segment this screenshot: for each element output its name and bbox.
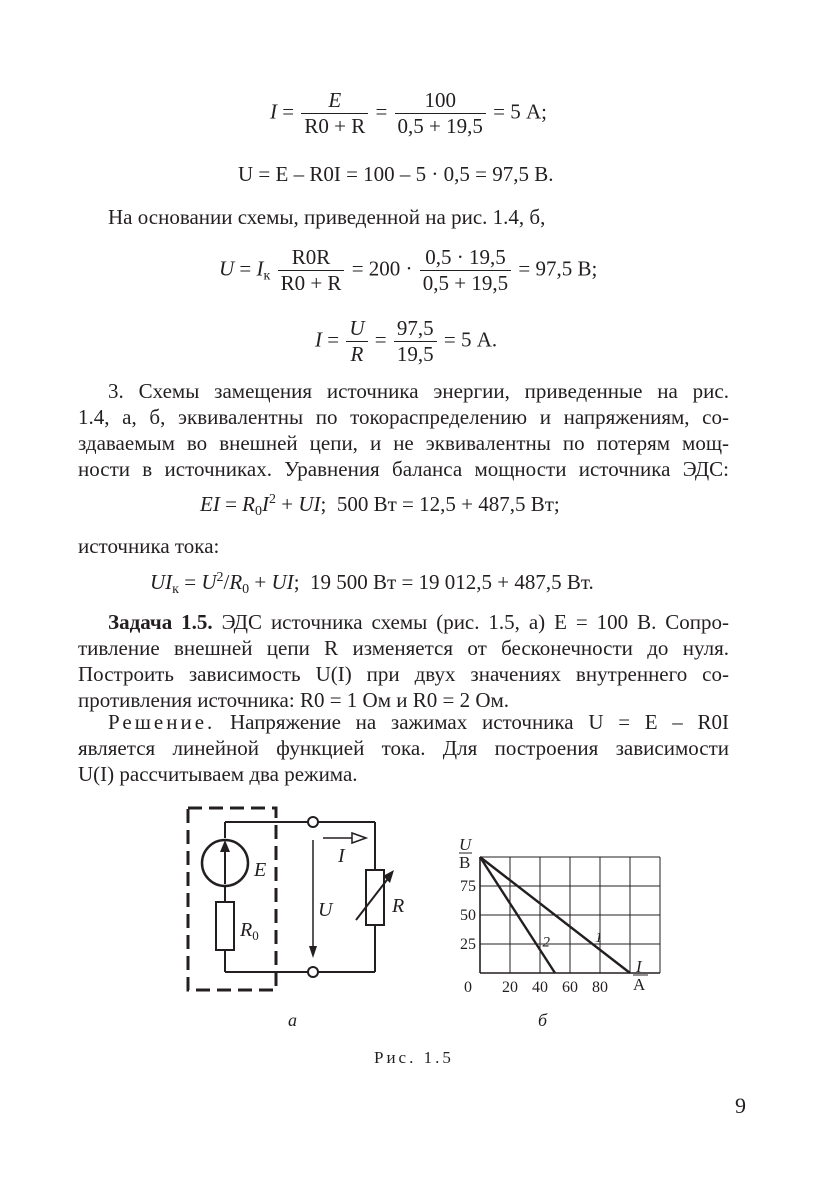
paragraph-current-source: источника тока: (78, 534, 220, 558)
para2-line: ности в источниках. Уравнения баланса мощности источника ЭДС: (78, 457, 729, 481)
para2-line: здаваемым во внешней цепи, и не эквивалентны по потерям мощ- (78, 431, 729, 455)
y-tick-label: 25 (460, 936, 476, 953)
y-tick-label: 50 (460, 907, 476, 924)
x-tick-label: 0 (464, 979, 472, 996)
current-arrow-head (352, 833, 366, 843)
eq4-frac2-num: 97,5 (394, 316, 437, 342)
equation-current: I = $\frac{E}{R0 + R}$ = $\frac{100}{0,5 + 19,5}$ = 5 А; (270, 88, 547, 138)
eq4-frac2-den: 19,5 (396, 342, 434, 366)
u-i-chart (447, 832, 677, 1012)
load-label: R (392, 895, 405, 917)
eq3-frac1-num: R0R (278, 245, 345, 271)
equation-voltage-current-source: $U = I_к$ $\frac{R0R}{R0 + R}$ = 200 · $\frac{0,5 \cdot 19,5}{0,5 + 19,5}$ = 97,5 В; (219, 245, 598, 295)
eq1-frac1-num: E (328, 88, 342, 112)
chart-grid (480, 857, 660, 973)
load-resistor (366, 870, 384, 925)
para2-line: 3. Схемы замещения источника энергии, приведенные на рис. (108, 379, 729, 403)
eq1-fraction-1 (301, 88, 368, 139)
eq1-frac1-den: R0 + R (304, 114, 366, 138)
eq1-frac2-num: 100 (395, 88, 486, 114)
eq6-text: 19 500 Вт = 19 012,5 + 487,5 Вт. (310, 570, 594, 594)
eq4-frac1-num: U (349, 316, 365, 340)
sublabel-b: б (538, 1010, 548, 1030)
voltage-arrow-head (309, 946, 317, 958)
eq4-fraction-2 (394, 316, 437, 367)
eq4-result: = 5 А. (443, 327, 498, 352)
eq3-fraction-2 (420, 245, 511, 296)
series-label-1: 1 (595, 929, 603, 946)
task-line: противления источника: R0 = 1 Ом и R0 = 2 Ом. (78, 688, 510, 712)
x-tick-label: 20 (502, 979, 518, 996)
eq1-fraction-2 (395, 88, 486, 139)
eq3-mid: = 200 · (351, 256, 413, 281)
eq1-lhs: I (270, 99, 277, 124)
task-line: тивление внешней цепи R изменяется от бесконечности до нуля. (78, 636, 729, 660)
equation-current-2: I = $\frac{U}{R}$ = $\frac{97,5}{19,5}$ = 5 А. (315, 316, 498, 366)
r0-resistor (216, 902, 234, 950)
source-dashed-box (188, 808, 276, 990)
para2-line: 1.4, а, б, эквивалентны по токораспределению и напряжениям, со- (78, 405, 729, 429)
eq1-frac2-den: 0,5 + 19,5 (397, 114, 483, 138)
eq5-text: 500 Вт = 12,5 + 487,5 Вт; (336, 492, 560, 516)
eq3-fraction-1 (278, 245, 345, 296)
eq3-frac2-num: 0,5 · 19,5 (420, 245, 511, 271)
y-axis-label-unit: В (459, 853, 471, 872)
terminal-bottom (308, 967, 318, 977)
voltage-label: U (318, 899, 333, 921)
figure-caption: Рис. 1.5 (374, 1048, 454, 1067)
terminal-top (308, 817, 318, 827)
current-label: I (338, 845, 345, 867)
eq3-result: = 97,5 В; (518, 256, 598, 281)
y-axis-label-symbol: U (459, 835, 472, 854)
eq3-frac2-den: 0,5 + 19,5 (422, 271, 509, 295)
solution-line (108, 708, 729, 737)
task-line-text: ЭДС источника схемы (рис. 1.5, а) E = 100 В. Сопро- (221, 610, 729, 634)
series-label-2: 2 (542, 934, 550, 951)
solution-line-text: Напряжение на зажимах источника U = E – R0I (229, 710, 730, 734)
paragraph-scheme-reference: На основании схемы, приведенной на рис. 1.4, б, (108, 205, 546, 229)
solution-label: Решение. (108, 710, 216, 734)
eq3-frac1-den: R0 + R (280, 271, 342, 295)
eq4-fraction-1 (346, 316, 367, 367)
equation-power-balance-emf: EI = $R_0I^2$ + UI; 500 Вт = 12,5 + 487,5 Вт; (200, 492, 560, 519)
x-axis-label-unit: А (633, 975, 646, 994)
x-tick-label: 40 (532, 979, 548, 996)
x-tick-label: 60 (562, 979, 578, 996)
task-line: Построить зависимость U(I) при двух значениях внутреннего со- (78, 662, 729, 686)
equation-power-balance-current: $UI_к = U^2/R_0$ + UI; 19 500 Вт = 19 012,5 + 487,5 Вт. (150, 570, 594, 597)
eq1-result: = 5 А; (493, 99, 547, 124)
task-title: Задача 1.5. (108, 610, 213, 634)
equation-voltage: U = E – R0I = 100 – 5 · 0,5 = 97,5 В. (238, 162, 554, 186)
r0-label: $R_0$ (240, 919, 259, 943)
solution-line: является линейной функцией тока. Для построения зависимости (78, 736, 729, 760)
page-number: 9 (735, 1093, 746, 1118)
circuit-diagram (180, 800, 420, 1030)
solution-line: U(I) рассчитываем два режима. (78, 762, 358, 786)
x-tick-label: 80 (592, 979, 608, 996)
emf-label: E (254, 859, 267, 881)
sublabel-a: а (288, 1010, 297, 1030)
chart-ticks (460, 878, 608, 996)
task-line (108, 608, 729, 637)
emf-arrow-head (220, 840, 230, 852)
x-axis-label-symbol: I (636, 957, 642, 976)
eq4-frac1-den: R (350, 342, 364, 366)
y-tick-label: 75 (460, 878, 476, 895)
